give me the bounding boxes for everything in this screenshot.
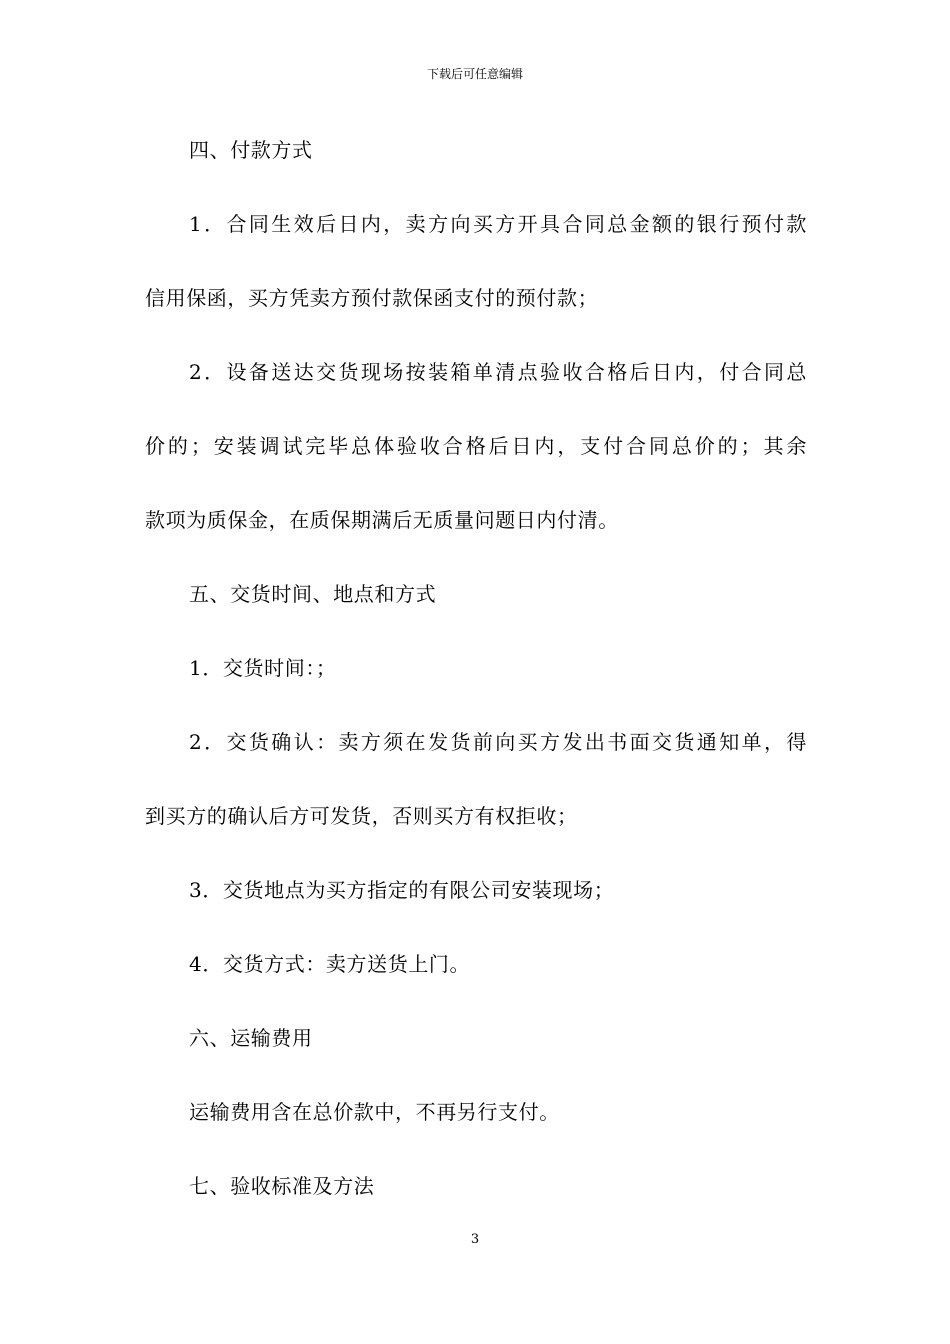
paragraph-line: 1．交货时间：； [189, 656, 337, 680]
paragraph-line: 款项为质保金，在质保期满后无质量问题日内付清。 [145, 508, 619, 532]
paragraph-line: 到买方的确认后方可发货，否则买方有权拒收； [145, 804, 578, 828]
section-heading-acceptance: 七、验收标准及方法 [189, 1174, 375, 1198]
paragraph-line: 价的；安装调试完毕总体验收合格后日内，支付合同总价的；其余 [145, 434, 807, 458]
paragraph-line: 1．合同生效后日内，卖方向买方开具合同总金额的银行预付款 [189, 212, 807, 236]
section-heading-transport: 六、运输费用 [189, 1026, 313, 1050]
page-header: 下载后可任意编辑 [426, 67, 523, 81]
section-heading-payment: 四、付款方式 [189, 138, 313, 162]
paragraph-line: 运输费用含在总价款中，不再另行支付。 [189, 1100, 560, 1124]
page-number: 3 [470, 1232, 480, 1247]
paragraph-line: 2．设备送达交货现场按装箱单清点验收合格后日内，付合同总 [189, 360, 807, 384]
paragraph-line: 信用保函，买方凭卖方预付款保函支付的预付款； [145, 286, 599, 310]
paragraph-line: 3．交货地点为买方指定的有限公司安装现场； [189, 878, 615, 902]
paragraph-line: 2．交货确认：卖方须在发货前向买方发出书面交货通知单，得 [189, 730, 807, 754]
paragraph-line: 4．交货方式：卖方送货上门。 [189, 952, 471, 976]
section-heading-delivery: 五、交货时间、地点和方式 [189, 582, 437, 606]
